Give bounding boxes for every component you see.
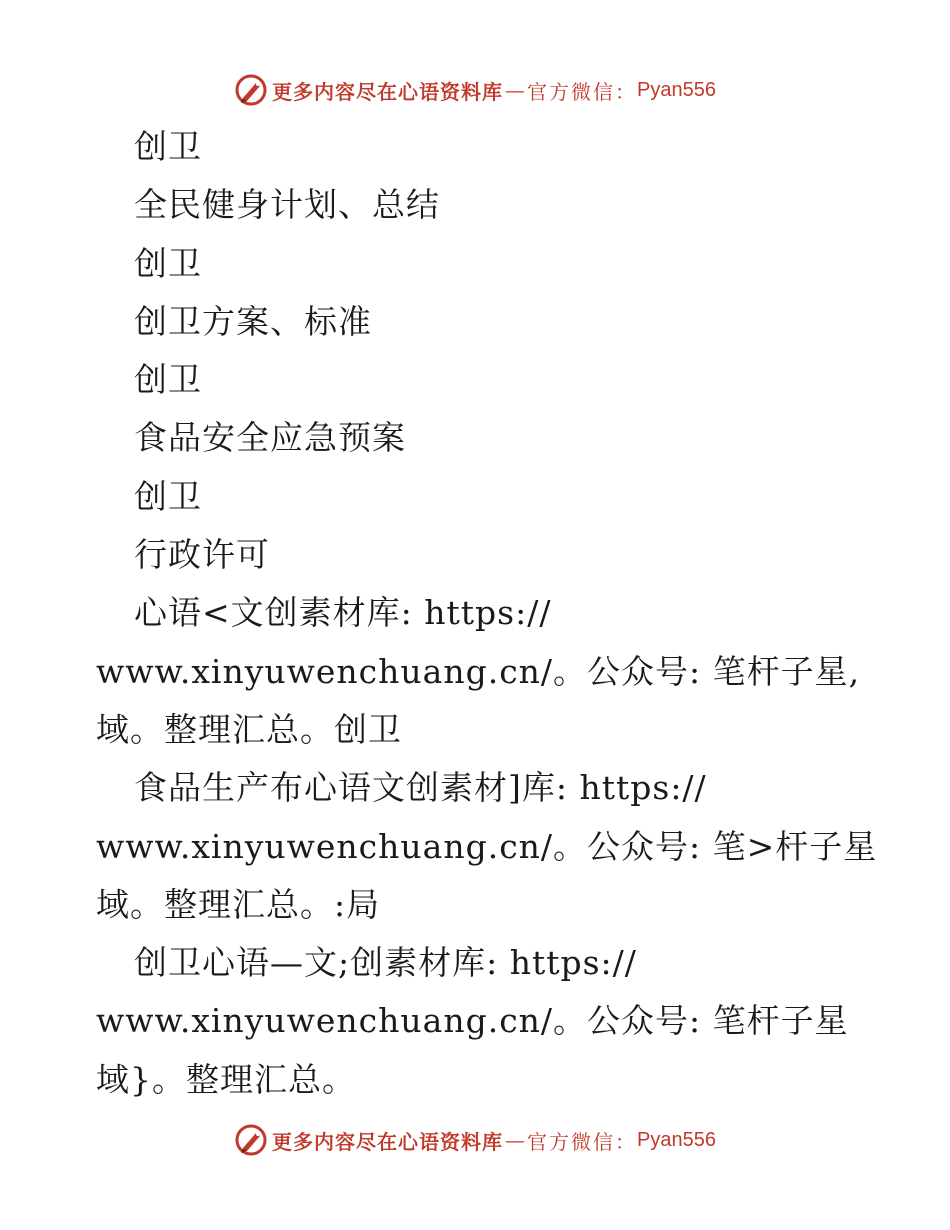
text-line: 创卫 — [134, 127, 202, 166]
header-banner — [0, 70, 950, 110]
pen-logo-icon — [234, 1123, 268, 1157]
text-line: 域}。整理汇总。 — [96, 1059, 356, 1099]
banner-title: 更多内容尽在心语资料库 — [272, 1129, 504, 1154]
banner-wechat-id: Pyan556 — [637, 78, 716, 101]
text-line: 创卫心语—文;创素材库: https:// — [134, 943, 637, 983]
text-line: www.xinyuwenchuang.cn/。公众号: 笔杆子星, — [96, 651, 861, 691]
text-line: 创卫 — [134, 476, 202, 516]
text-line: www.xinyuwenchuang.cn/。公众号: 笔杆子星 — [96, 1001, 849, 1041]
banner-title: 更多内容尽在心语资料库 — [272, 79, 504, 104]
text-line: 域。整理汇总。:局 — [96, 884, 381, 924]
text-line: 食品生产布心语文创素材]库: https:// — [134, 768, 707, 808]
text-line: 行政许可 — [134, 535, 270, 575]
banner-wechat-id: Pyan556 — [637, 1128, 716, 1151]
text-line: 创卫 — [134, 360, 202, 400]
text-line: 全民健身计划、总结 — [134, 185, 440, 225]
banner-dash: — — [505, 78, 526, 102]
banner-dash: — — [505, 1128, 526, 1152]
banner-wechat-label: 官方微信： — [527, 1129, 638, 1154]
text-line: www.xinyuwenchuang.cn/。公众号: 笔>杆子星 — [96, 826, 878, 866]
text-line: 创卫方案、标准 — [134, 301, 372, 341]
document-body — [96, 118, 878, 1109]
text-line: 食品安全应急预案 — [134, 418, 406, 458]
text-line: 创卫 — [134, 243, 202, 283]
footer-banner — [0, 1120, 950, 1160]
banner-wechat-label: 官方微信： — [527, 79, 638, 104]
text-line: 域。整理汇总。创卫 — [96, 709, 402, 749]
text-line: 心语<文创素材库: https:// — [134, 593, 552, 633]
pen-logo-icon — [234, 73, 268, 107]
